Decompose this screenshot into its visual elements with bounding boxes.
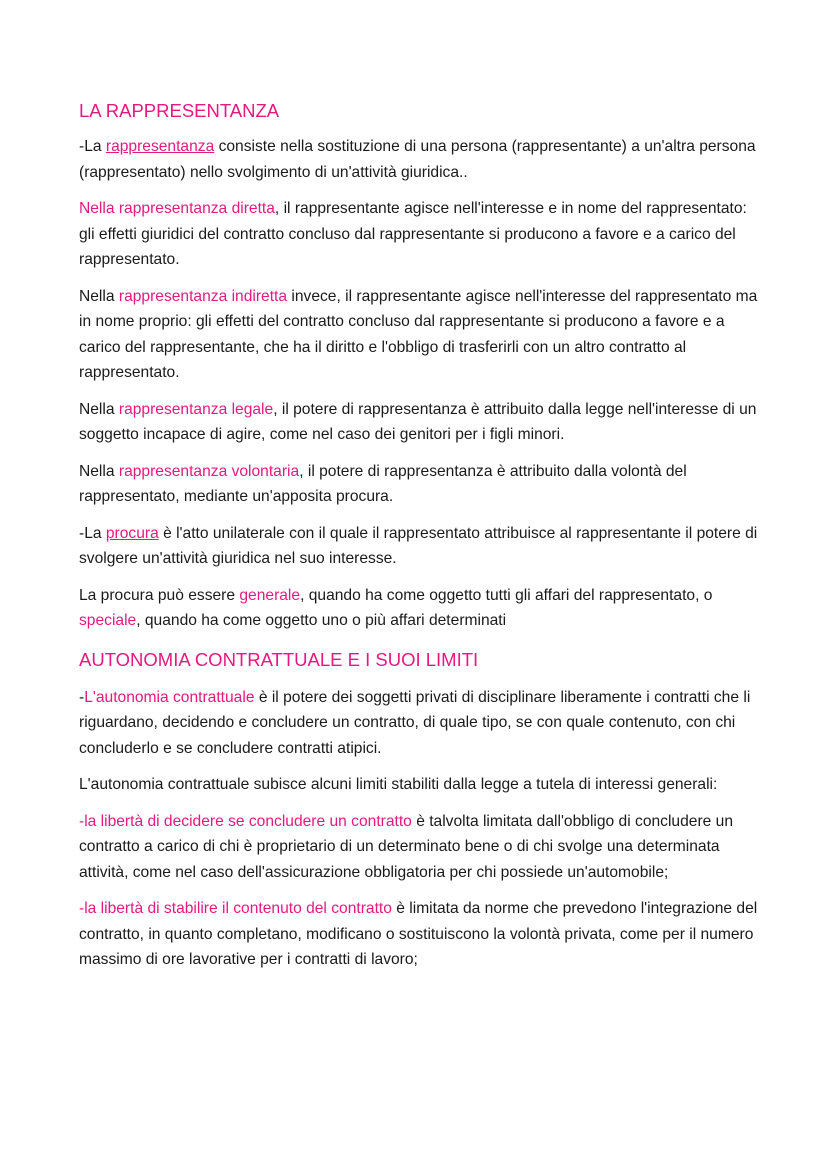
text-run: , il rappresentante agisce nell'interesse e in nome del rappresentato: gli effetti giuridici del contratto concluso dal rappresentante si producono a favore e a carico del rappresentato. xyxy=(79,200,747,268)
text-run: Nella xyxy=(79,287,119,305)
term-rappresentanza-diretta: Nella rappresentanza diretta xyxy=(79,200,275,217)
paragraph-rappresentanza-legale xyxy=(79,397,759,448)
text-run: L'autonomia contrattuale subisce alcuni limiti stabiliti dalla legge a tutela di interessi generali: xyxy=(79,776,718,793)
term-generale: generale xyxy=(239,586,301,604)
paragraph-liberta-contenuto xyxy=(79,896,759,973)
term-liberta-contenuto: -la libertà di stabilire il contenuto del contratto xyxy=(79,900,392,917)
text-run: Nella xyxy=(79,462,119,480)
text-run: , quando ha come oggetto uno o più affari determinati xyxy=(136,612,507,629)
paragraph-procura xyxy=(79,521,759,572)
paragraph-rappresentanza-diretta xyxy=(79,196,759,273)
document-page xyxy=(79,98,759,973)
text-run: -La xyxy=(79,138,106,155)
paragraph-procura-tipi xyxy=(79,583,759,634)
term-liberta-decidere: -la libertà di decidere se concludere un contratto xyxy=(79,812,412,830)
term-autonomia-contrattuale: L'autonomia contrattuale xyxy=(84,688,255,706)
text-run: - xyxy=(79,688,85,706)
paragraph-liberta-decidere xyxy=(79,809,759,886)
text-run: Nella xyxy=(79,400,119,418)
term-speciale: speciale xyxy=(79,612,137,629)
section-heading-rappresentanza: LA RAPPRESENTANZA xyxy=(79,100,280,121)
text-run: è talvolta limitata dall'obbligo di concludere un contratto a carico di chi è proprietario di un determinato bene o di chi svolge una determinata attività, come nel caso dell'assicurazione obbligatoria per chi possiede un'automobile; xyxy=(79,812,733,881)
paragraph-rappresentanza-volontaria xyxy=(79,459,759,510)
term-rappresentanza-indiretta: rappresentanza indiretta xyxy=(118,287,288,305)
text-run: è limitata da norme che prevedono l'integrazione del contratto, in quanto completano, modificano o sostituiscono la volontà privata, come per il numero massimo di ore lavorative per i contratti di lavoro; xyxy=(79,900,758,968)
paragraph-definition-rappresentanza xyxy=(79,134,759,185)
text-run: -La xyxy=(79,524,106,542)
text-run: invece, il rappresentante agisce nell'interesse del rappresentato ma in nome proprio: gli effetti del contratto concluso dal rappresentante si producono a favore e a carico del rappresentante, che ha il diritto e l'obbligo di trasferirli con un altro contratto al rappresentato. xyxy=(79,287,758,381)
term-procura-link[interactable]: procura xyxy=(105,524,159,542)
text-run: , quando ha come oggetto tutti gli affari del rappresentato, o xyxy=(300,586,713,604)
paragraph-rappresentanza-indiretta xyxy=(79,284,759,386)
text-run: La procura può essere xyxy=(79,586,240,604)
text-run: è il potere dei soggetti privati di disciplinare liberamente i contratti che li riguardano, decidendo e concludere un contratto, di quale tipo, se con quale contenuto, con chi concluderlo e se concludere contratti atipici. xyxy=(79,688,751,757)
section-heading-autonomia: AUTONOMIA CONTRATTUALE E I SUOI LIMITI xyxy=(79,648,479,670)
paragraph-autonomia-definizione xyxy=(79,685,759,762)
paragraph-autonomia-limiti xyxy=(79,772,759,798)
text-run: , il potere di rappresentanza è attribuito dalla volontà del rappresentato, mediante un'apposita procura. xyxy=(79,462,687,505)
text-run: consiste nella sostituzione di una persona (rappresentante) a un'altra persona (rappresentato) nello svolgimento di un'attività giuridica.. xyxy=(79,138,756,181)
text-run: è l'atto unilaterale con il quale il rappresentato attribuisce al rappresentante il potere di svolgere un'attività giuridica nel suo interesse. xyxy=(79,524,758,567)
term-rappresentanza-legale: rappresentanza legale xyxy=(118,400,274,418)
text-run: , il potere di rappresentanza è attribuito dalla legge nell'interesse di un soggetto incapace di agire, come nel caso dei genitori per i figli minori. xyxy=(79,400,757,443)
term-rappresentanza-volontaria: rappresentanza volontaria xyxy=(118,462,300,480)
term-rappresentanza-link[interactable]: rappresentanza xyxy=(105,138,215,155)
